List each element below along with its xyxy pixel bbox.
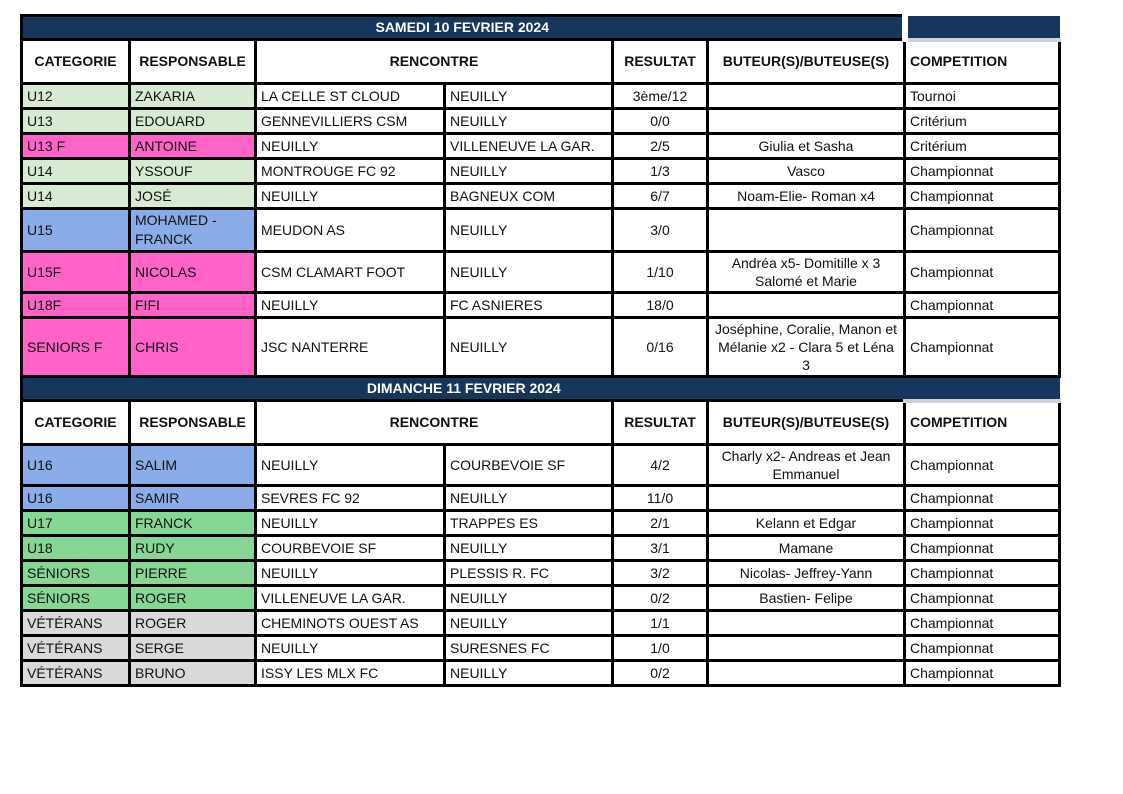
buteurs-cell bbox=[708, 293, 905, 318]
buteurs-cell: Noam-Elie- Roman x4 bbox=[708, 184, 905, 209]
home-team-cell: MEUDON AS bbox=[256, 209, 445, 252]
away-team-cell: NEUILLY bbox=[445, 84, 613, 109]
buteurs-cell bbox=[708, 636, 905, 661]
home-team-cell: NEUILLY bbox=[256, 636, 445, 661]
buteurs-cell: Nicolas- Jeffrey-Yann bbox=[708, 561, 905, 586]
away-team-cell: NEUILLY bbox=[445, 611, 613, 636]
table-row bbox=[22, 536, 1060, 561]
home-team-cell: COURBEVOIE SF bbox=[256, 536, 445, 561]
resultat-cell: 1/10 bbox=[613, 252, 708, 293]
home-team-cell: CHEMINOTS OUEST AS bbox=[256, 611, 445, 636]
date-band: DIMANCHE 11 FEVRIER 2024 bbox=[22, 377, 905, 401]
table-row bbox=[22, 109, 1060, 134]
away-team-cell: NEUILLY bbox=[445, 252, 613, 293]
table-row bbox=[22, 252, 1060, 293]
home-team-cell: MONTROUGE FC 92 bbox=[256, 159, 445, 184]
resultat-cell: 18/0 bbox=[613, 293, 708, 318]
responsable-cell: ROGER bbox=[130, 586, 256, 611]
table-row bbox=[22, 159, 1060, 184]
responsable-cell: RUDY bbox=[130, 536, 256, 561]
competition-cell: Championnat bbox=[905, 252, 1060, 293]
resultat-cell: 3/0 bbox=[613, 209, 708, 252]
categorie-cell: U16 bbox=[22, 445, 130, 486]
col-header-rencontre: RENCONTRE bbox=[256, 40, 613, 84]
col-header-competition: COMPETITION bbox=[905, 40, 1060, 84]
col-header-resultat: RESULTAT bbox=[613, 40, 708, 84]
categorie-cell: SÉNIORS bbox=[22, 561, 130, 586]
col-header-resultat: RESULTAT bbox=[613, 401, 708, 445]
buteurs-cell: Mamane bbox=[708, 536, 905, 561]
responsable-cell: PIERRE bbox=[130, 561, 256, 586]
buteurs-cell bbox=[708, 209, 905, 252]
home-team-cell: NEUILLY bbox=[256, 511, 445, 536]
table-row bbox=[22, 134, 1060, 159]
categorie-cell: U15F bbox=[22, 252, 130, 293]
categorie-cell: U12 bbox=[22, 84, 130, 109]
categorie-cell: U18F bbox=[22, 293, 130, 318]
competition-cell: Championnat bbox=[905, 445, 1060, 486]
buteurs-cell: Charly x2- Andreas et Jean Emmanuel bbox=[708, 445, 905, 486]
home-team-cell: VILLENEUVE LA GAR. bbox=[256, 586, 445, 611]
col-header-rencontre: RENCONTRE bbox=[256, 401, 613, 445]
home-team-cell: NEUILLY bbox=[256, 445, 445, 486]
resultat-cell: 0/2 bbox=[613, 661, 708, 686]
categorie-cell: U13 bbox=[22, 109, 130, 134]
resultat-cell: 1/0 bbox=[613, 636, 708, 661]
competition-cell: Championnat bbox=[905, 611, 1060, 636]
home-team-cell: NEUILLY bbox=[256, 293, 445, 318]
competition-cell: Championnat bbox=[905, 536, 1060, 561]
date-band-corner bbox=[905, 377, 1060, 401]
buteurs-cell: Vasco bbox=[708, 159, 905, 184]
col-header-categorie: CATEGORIE bbox=[22, 401, 130, 445]
table-row bbox=[22, 293, 1060, 318]
competition-cell: Championnat bbox=[905, 586, 1060, 611]
competition-cell: Championnat bbox=[905, 636, 1060, 661]
col-header-competition: COMPETITION bbox=[905, 401, 1060, 445]
categorie-cell: SENIORS F bbox=[22, 318, 130, 377]
competition-cell: Championnat bbox=[905, 209, 1060, 252]
home-team-cell: JSC NANTERRE bbox=[256, 318, 445, 377]
table-row bbox=[22, 561, 1060, 586]
home-team-cell: NEUILLY bbox=[256, 184, 445, 209]
competition-cell: Tournoi bbox=[905, 84, 1060, 109]
resultat-cell: 3/2 bbox=[613, 561, 708, 586]
resultat-cell: 0/2 bbox=[613, 586, 708, 611]
away-team-cell: FC ASNIERES bbox=[445, 293, 613, 318]
competition-cell: Critérium bbox=[905, 109, 1060, 134]
away-team-cell: NEUILLY bbox=[445, 159, 613, 184]
buteurs-cell: Giulia et Sasha bbox=[708, 134, 905, 159]
responsable-cell: ANTOINE bbox=[130, 134, 256, 159]
header-row bbox=[22, 401, 1060, 445]
categorie-cell: SÉNIORS bbox=[22, 586, 130, 611]
home-team-cell: LA CELLE ST CLOUD bbox=[256, 84, 445, 109]
away-team-cell: NEUILLY bbox=[445, 318, 613, 377]
date-band-row bbox=[22, 16, 1060, 40]
table-row bbox=[22, 209, 1060, 252]
competition-cell: Critérium bbox=[905, 134, 1060, 159]
categorie-cell: U18 bbox=[22, 536, 130, 561]
categorie-cell: VÉTÉRANS bbox=[22, 636, 130, 661]
away-team-cell: NEUILLY bbox=[445, 536, 613, 561]
categorie-cell: VÉTÉRANS bbox=[22, 661, 130, 686]
table-row bbox=[22, 184, 1060, 209]
categorie-cell: U13 F bbox=[22, 134, 130, 159]
away-team-cell: NEUILLY bbox=[445, 661, 613, 686]
buteurs-cell: Andréa x5- Domitille x 3 Salomé et Marie bbox=[708, 252, 905, 293]
responsable-cell: EDOUARD bbox=[130, 109, 256, 134]
home-team-cell: ISSY LES MLX FC bbox=[256, 661, 445, 686]
home-team-cell: SEVRES FC 92 bbox=[256, 486, 445, 511]
table-row bbox=[22, 661, 1060, 686]
table-row bbox=[22, 511, 1060, 536]
resultat-cell: 1/1 bbox=[613, 611, 708, 636]
buteurs-cell: Kelann et Edgar bbox=[708, 511, 905, 536]
date-band-corner bbox=[905, 16, 1060, 40]
categorie-cell: U14 bbox=[22, 184, 130, 209]
buteurs-cell bbox=[708, 611, 905, 636]
resultat-cell: 2/5 bbox=[613, 134, 708, 159]
responsable-cell: FIFI bbox=[130, 293, 256, 318]
resultat-cell: 4/2 bbox=[613, 445, 708, 486]
table-row bbox=[22, 84, 1060, 109]
resultat-cell: 0/16 bbox=[613, 318, 708, 377]
responsable-cell: SERGE bbox=[130, 636, 256, 661]
results-table bbox=[20, 14, 1061, 687]
categorie-cell: U15 bbox=[22, 209, 130, 252]
buteurs-cell bbox=[708, 661, 905, 686]
table-row bbox=[22, 586, 1060, 611]
table-row bbox=[22, 318, 1060, 377]
responsable-cell: SAMIR bbox=[130, 486, 256, 511]
resultat-cell: 1/3 bbox=[613, 159, 708, 184]
responsable-cell: JOSÉ bbox=[130, 184, 256, 209]
buteurs-cell: Bastien- Felipe bbox=[708, 586, 905, 611]
away-team-cell: NEUILLY bbox=[445, 109, 613, 134]
home-team-cell: NEUILLY bbox=[256, 561, 445, 586]
buteurs-cell bbox=[708, 109, 905, 134]
responsable-cell: ROGER bbox=[130, 611, 256, 636]
away-team-cell: SURESNES FC bbox=[445, 636, 613, 661]
away-team-cell: PLESSIS R. FC bbox=[445, 561, 613, 586]
responsable-cell: CHRIS bbox=[130, 318, 256, 377]
responsable-cell: MOHAMED - FRANCK bbox=[130, 209, 256, 252]
buteurs-cell bbox=[708, 486, 905, 511]
resultat-cell: 6/7 bbox=[613, 184, 708, 209]
responsable-cell: YSSOUF bbox=[130, 159, 256, 184]
resultat-cell: 3/1 bbox=[613, 536, 708, 561]
col-header-buteurs: BUTEUR(S)/BUTEUSE(S) bbox=[708, 40, 905, 84]
responsable-cell: SALIM bbox=[130, 445, 256, 486]
competition-cell: Championnat bbox=[905, 318, 1060, 377]
responsable-cell: FRANCK bbox=[130, 511, 256, 536]
competition-cell: Championnat bbox=[905, 159, 1060, 184]
away-team-cell: NEUILLY bbox=[445, 586, 613, 611]
buteurs-cell: Joséphine, Coralie, Manon et Mélanie x2 - Clara 5 et Léna 3 bbox=[708, 318, 905, 377]
away-team-cell: VILLENEUVE LA GAR. bbox=[445, 134, 613, 159]
table-row bbox=[22, 611, 1060, 636]
categorie-cell: VÉTÉRANS bbox=[22, 611, 130, 636]
away-team-cell: TRAPPES ES bbox=[445, 511, 613, 536]
header-row bbox=[22, 40, 1060, 84]
table-row bbox=[22, 636, 1060, 661]
responsable-cell: BRUNO bbox=[130, 661, 256, 686]
table-row bbox=[22, 486, 1060, 511]
home-team-cell: NEUILLY bbox=[256, 134, 445, 159]
home-team-cell: GENNEVILLIERS CSM bbox=[256, 109, 445, 134]
buteurs-cell bbox=[708, 84, 905, 109]
away-team-cell: NEUILLY bbox=[445, 486, 613, 511]
competition-cell: Championnat bbox=[905, 511, 1060, 536]
date-band-row bbox=[22, 377, 1060, 401]
away-team-cell: COURBEVOIE SF bbox=[445, 445, 613, 486]
categorie-cell: U16 bbox=[22, 486, 130, 511]
categorie-cell: U14 bbox=[22, 159, 130, 184]
away-team-cell: NEUILLY bbox=[445, 209, 613, 252]
home-team-cell: CSM CLAMART FOOT bbox=[256, 252, 445, 293]
table-row bbox=[22, 445, 1060, 486]
col-header-buteurs: BUTEUR(S)/BUTEUSE(S) bbox=[708, 401, 905, 445]
competition-cell: Championnat bbox=[905, 293, 1060, 318]
resultat-cell: 3ème/12 bbox=[613, 84, 708, 109]
competition-cell: Championnat bbox=[905, 184, 1060, 209]
col-header-responsable: RESPONSABLE bbox=[130, 401, 256, 445]
resultat-cell: 2/1 bbox=[613, 511, 708, 536]
competition-cell: Championnat bbox=[905, 486, 1060, 511]
resultat-cell: 11/0 bbox=[613, 486, 708, 511]
responsable-cell: NICOLAS bbox=[130, 252, 256, 293]
date-band: SAMEDI 10 FEVRIER 2024 bbox=[22, 16, 905, 40]
competition-cell: Championnat bbox=[905, 561, 1060, 586]
responsable-cell: ZAKARIA bbox=[130, 84, 256, 109]
col-header-responsable: RESPONSABLE bbox=[130, 40, 256, 84]
competition-cell: Championnat bbox=[905, 661, 1060, 686]
categorie-cell: U17 bbox=[22, 511, 130, 536]
col-header-categorie: CATEGORIE bbox=[22, 40, 130, 84]
away-team-cell: BAGNEUX COM bbox=[445, 184, 613, 209]
resultat-cell: 0/0 bbox=[613, 109, 708, 134]
